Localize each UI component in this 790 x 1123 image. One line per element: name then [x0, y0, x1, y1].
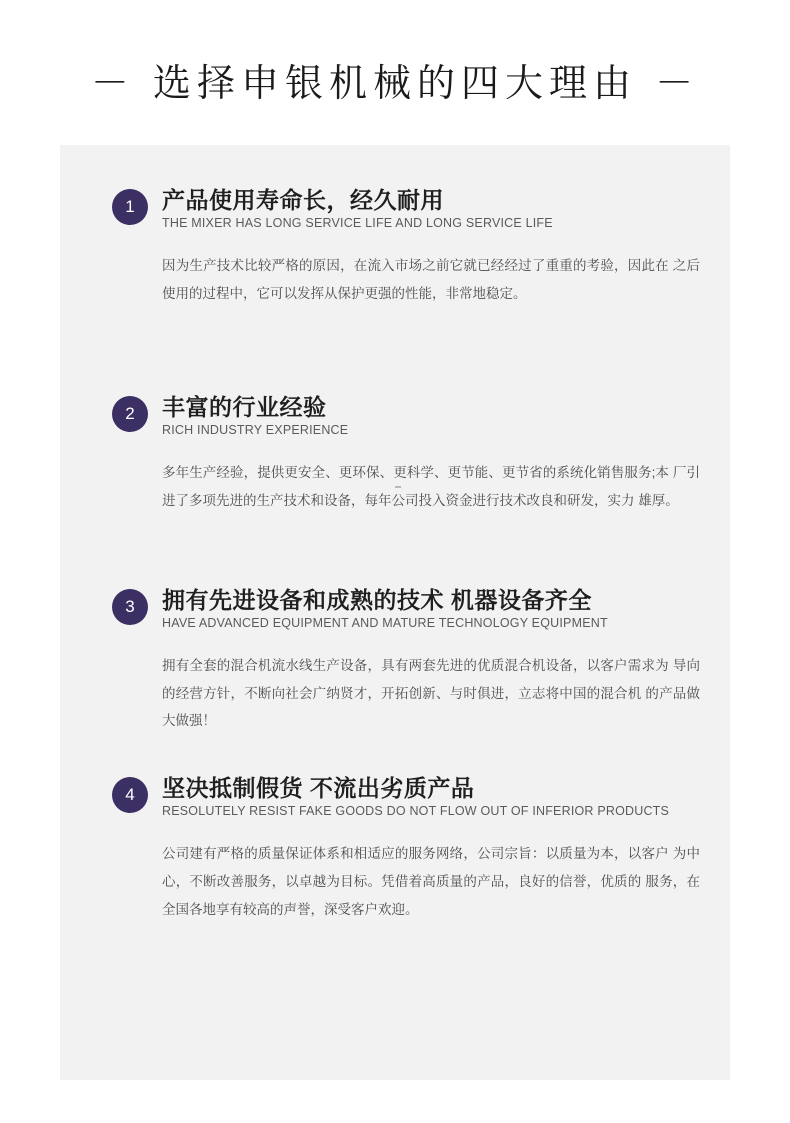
reason-title: 拥有先进设备和成熟的技术 机器设备齐全 — [162, 586, 592, 613]
reason-number-badge: 4 — [112, 777, 148, 813]
list-item — [90, 187, 700, 308]
divider-dot — [395, 486, 401, 488]
list-item — [90, 775, 700, 923]
reason-body: 拥有全套的混合机流水线生产设备，具有两套先进的优质混合机设备，以客户需求为 导向的经营方针，不断向社会广纳贤才，开拓创新、与时俱进，立志将中国的混合机 的产品做大做强！ — [162, 658, 700, 729]
reason-number-badge: 1 — [112, 189, 148, 225]
reason-body: 多年生产经验，提供更安全、更环保、更科学、更节能、更节省的系统化销售服务;本 厂引进了多项先进的生产技术和设备，每年公司投入资金进行技术改良和研发，实力 雄厚。 — [162, 465, 700, 508]
reason-subtitle: HAVE ADVANCED EQUIPMENT AND MATURE TECHNOLOGY EQUIPMENT — [162, 616, 608, 630]
reason-body: 因为生产技术比较严格的原因，在流入市场之前它就已经经过了重重的考验，因此在 之后使用的过程中，它可以发挥从保护更强的性能，非常地稳定。 — [162, 258, 700, 302]
reason-title: 坚决抵制假货 不流出劣质产品 — [162, 775, 475, 802]
reason-title: 丰富的行业经验 — [162, 393, 327, 420]
reason-body: 公司建有严格的质量保证体系和相适应的服务网络，公司宗旨：以质量为本，以客户 为中心，不断改善服务，以卓越为目标。凭借着高质量的产品，良好的信誉，优质的 服务，在全国各地享有较高的声誉，深受客户欢迎。 — [162, 846, 700, 917]
list-item — [90, 587, 700, 735]
list-item — [90, 394, 700, 515]
reason-title: 产品使用寿命长，经久耐用 — [162, 187, 444, 213]
reasons-panel — [60, 145, 730, 1080]
reason-subtitle: RESOLUTELY RESIST FAKE GOODS DO NOT FLOW OUT OF INFERIOR PRODUCTS — [162, 804, 670, 819]
reason-number-badge: 3 — [112, 589, 148, 625]
reason-subtitle: THE MIXER HAS LONG SERVICE LIFE AND LONG SERVICE LIFE — [162, 216, 553, 231]
reasons-list — [60, 145, 730, 923]
reason-subtitle: RICH INDUSTRY EXPERIENCE — [162, 423, 349, 438]
page-title: － 选择申银机械的四大理由 － — [90, 61, 700, 105]
reason-number-badge: 2 — [112, 396, 148, 432]
